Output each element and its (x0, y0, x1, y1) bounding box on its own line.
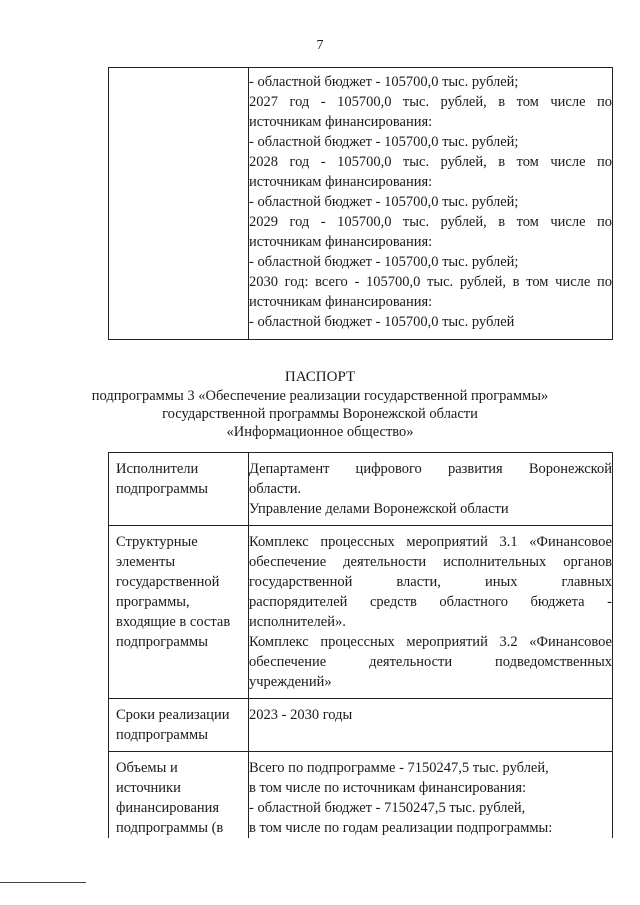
passport-table (108, 452, 613, 838)
value-line: распорядителей средств областного бюджета - (249, 594, 612, 610)
label-line: финансирования (116, 800, 220, 816)
funding-line: 2029 год - 105700,0 тыс. рублей, в том числе по (249, 214, 612, 230)
funding-line: - областной бюджет - 105700,0 тыс. рублей; (249, 194, 519, 210)
label-cell (109, 526, 249, 699)
value-line: обеспечение деятельности подведомственных (249, 654, 612, 670)
funding-line: источникам финансирования: (249, 294, 433, 310)
value-cell (249, 453, 613, 526)
value-cell (249, 699, 613, 752)
passport-subtitle: «Информационное общество» (226, 424, 414, 440)
label-line: подпрограммы (в (116, 820, 224, 836)
table-row (109, 526, 613, 699)
value-line: Комплекс процессных мероприятий 3.1 «Финансовое (249, 534, 612, 550)
passport-heading: ПАСПОРТ (284, 369, 356, 385)
label-line: Объемы и (116, 760, 178, 776)
value-line: области. (249, 481, 302, 497)
funding-line: - областной бюджет - 105700,0 тыс. рублей; (249, 74, 519, 90)
value-line: исполнителей». (249, 614, 346, 630)
table-row (109, 752, 613, 839)
empty-label-cell (109, 68, 249, 340)
funding-line: - областной бюджет - 105700,0 тыс. рублей (249, 314, 515, 330)
passport-title-block (0, 368, 640, 441)
funding-line: 2030 год: всего - 105700,0 тыс. рублей, в том числе по (249, 274, 612, 290)
value-line: государственной власти, иных главных (249, 574, 612, 590)
label-line: Исполнители (116, 461, 199, 477)
table-row (109, 699, 613, 752)
funding-continuation-table (108, 67, 613, 340)
label-line: Сроки реализации (116, 707, 230, 723)
label-line: программы, (116, 594, 190, 610)
funding-line: 2028 год - 105700,0 тыс. рублей, в том числе по (249, 154, 612, 170)
label-cell (109, 453, 249, 526)
funding-line: - областной бюджет - 105700,0 тыс. рублей; (249, 134, 519, 150)
value-cell (249, 752, 613, 839)
value-line: 2023 - 2030 годы (249, 707, 353, 723)
value-line: в том числе по годам реализации подпрограммы: (249, 820, 553, 836)
label-line: подпрограммы (116, 727, 208, 743)
page-number: 7 (316, 38, 324, 53)
funding-line: источникам финансирования: (249, 174, 433, 190)
value-line: учреждений» (249, 674, 332, 690)
footer-divider (0, 882, 86, 883)
value-line: Комплекс процессных мероприятий 3.2 «Финансовое (249, 634, 612, 650)
label-line: подпрограммы (116, 634, 208, 650)
label-line: элементы (116, 554, 176, 570)
funding-cell (249, 68, 613, 340)
funding-line: источникам финансирования: (249, 114, 433, 130)
value-line: - областной бюджет - 7150247,5 тыс. рублей, (249, 800, 526, 816)
passport-subtitle: подпрограммы 3 «Обеспечение реализации государственной программы» (91, 388, 549, 404)
value-line: Всего по подпрограмме - 7150247,5 тыс. рублей, (249, 760, 549, 776)
value-line: Управление делами Воронежской области (249, 501, 509, 517)
label-cell (109, 752, 249, 839)
label-line: источники (116, 780, 181, 796)
value-cell (249, 526, 613, 699)
value-line: обеспечение деятельности исполнительных органов (249, 554, 612, 570)
table-row (109, 68, 613, 340)
value-line: в том числе по источникам финансирования: (249, 780, 527, 796)
label-line: входящие в состав (116, 614, 231, 630)
funding-line: источникам финансирования: (249, 234, 433, 250)
value-line: Департамент цифрового развития Воронежской (249, 461, 612, 477)
label-line: Структурные (116, 534, 198, 550)
funding-line: - областной бюджет - 105700,0 тыс. рублей; (249, 254, 519, 270)
label-cell (109, 699, 249, 752)
passport-subtitle: государственной программы Воронежской области (162, 406, 478, 422)
label-line: подпрограммы (116, 481, 208, 497)
funding-line: 2027 год - 105700,0 тыс. рублей, в том числе по (249, 94, 612, 110)
label-line: государственной (116, 574, 220, 590)
table-row (109, 453, 613, 526)
